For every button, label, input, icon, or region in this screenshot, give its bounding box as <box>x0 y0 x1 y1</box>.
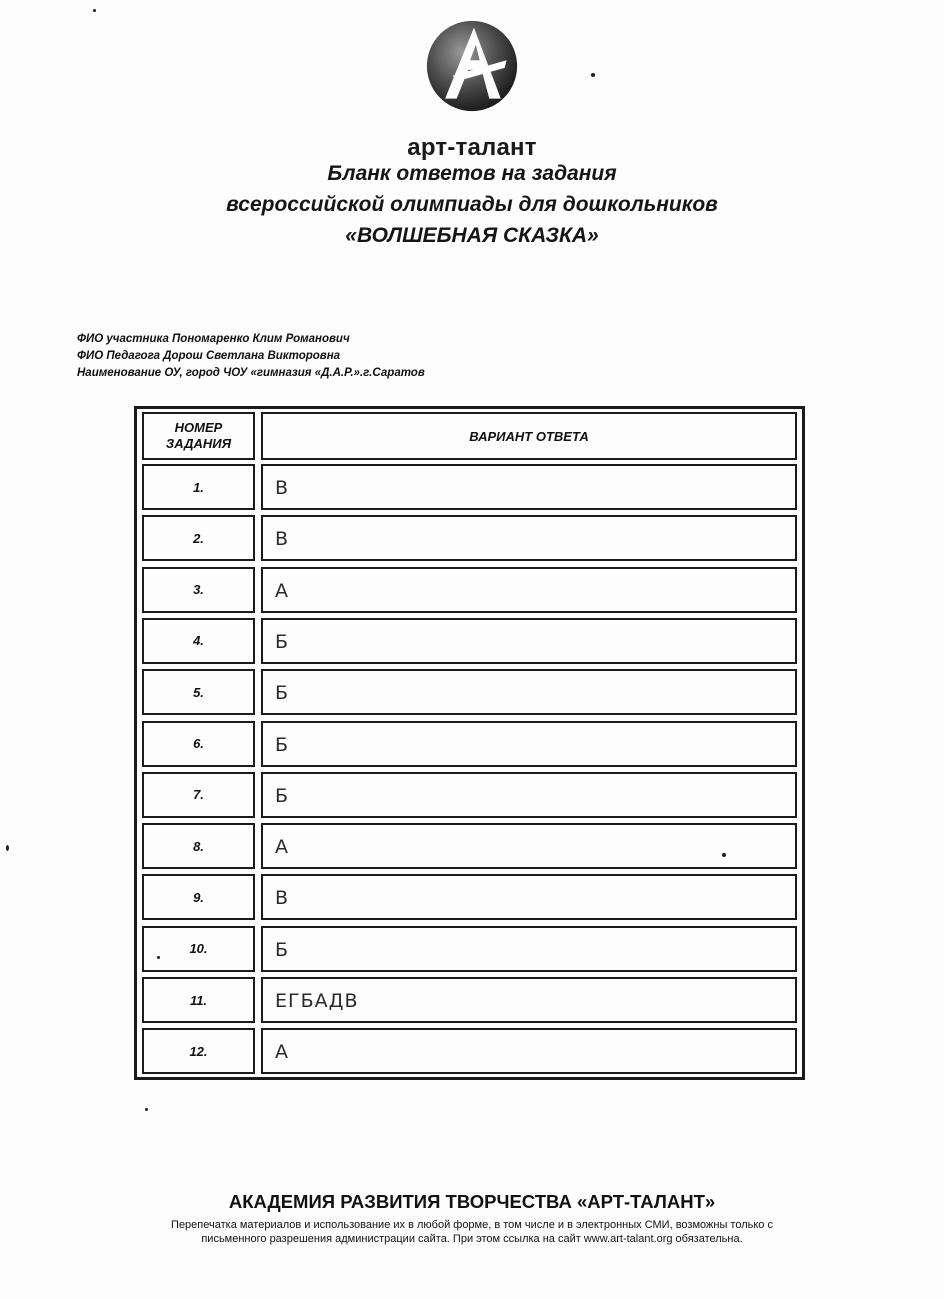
teacher-name: ФИО Педагога Дорош Светлана Викторовна <box>77 350 341 362</box>
table-row <box>142 772 797 818</box>
table-row <box>142 567 797 613</box>
answer-table <box>134 406 805 1080</box>
answer-cell <box>261 772 797 818</box>
table-row <box>142 618 797 664</box>
task-number-cell: 10. <box>142 926 255 972</box>
table-row <box>142 515 797 561</box>
task-number-cell: 4. <box>142 618 255 664</box>
handwritten-answer: А <box>275 1041 289 1064</box>
task-number-cell: 1. <box>142 464 255 510</box>
task-number-cell: 7. <box>142 772 255 818</box>
scan-speck <box>157 956 160 959</box>
handwritten-answer: ЕГБАДВ <box>275 990 359 1013</box>
answer-cell <box>261 669 797 715</box>
form-title-line2: всероссийской олимпиады для дошкольников <box>226 193 718 216</box>
task-number-cell: 11. <box>142 977 255 1023</box>
table-header-row <box>142 412 797 460</box>
handwritten-answer: А <box>275 579 289 602</box>
table-row <box>142 874 797 920</box>
handwritten-answer: Б <box>275 682 290 705</box>
answer-cell <box>261 618 797 664</box>
footer-line2: письменного разрешения администрации сайта. При этом ссылка на сайт www.art-talant.org обязательна. <box>201 1233 743 1245</box>
institution-name: Наименование ОУ, город ЧОУ «гимназия «Д.А.Р.».г.Саратов <box>77 367 425 379</box>
table-row <box>142 721 797 767</box>
task-number-cell: 12. <box>142 1028 255 1074</box>
task-number-cell: 2. <box>142 515 255 561</box>
handwritten-answer: В <box>275 528 290 551</box>
answer-cell <box>261 721 797 767</box>
task-number-cell: 9. <box>142 874 255 920</box>
table-row <box>142 977 797 1023</box>
handwritten-answer: В <box>275 477 290 500</box>
footer-copyright <box>90 1218 854 1246</box>
table-row <box>142 1028 797 1074</box>
handwritten-answer: В <box>275 887 290 910</box>
table-row <box>142 926 797 972</box>
answer-cell <box>261 926 797 972</box>
footer-line1: Перепечатка материалов и использование их в любой форме, в том числе и в электронных СМИ, возможны только с <box>171 1219 773 1231</box>
scan-speck <box>6 845 9 851</box>
form-title-line3 <box>0 224 944 248</box>
form-title-line1: Бланк ответов на задания <box>327 162 617 185</box>
scan-speck <box>93 9 96 12</box>
header-number-cell <box>142 412 255 460</box>
scan-speck <box>591 73 595 77</box>
answer-cell <box>261 823 797 869</box>
handwritten-answer: Б <box>275 630 290 653</box>
answer-cell <box>261 1028 797 1074</box>
task-number-cell: 8. <box>142 823 255 869</box>
brand-name: арт-талант <box>407 134 537 161</box>
table-row <box>142 464 797 510</box>
task-number-cell: 6. <box>142 721 255 767</box>
participant-name: ФИО участника Пономаренко Клим Романович <box>77 333 350 345</box>
handwritten-answer: Б <box>275 938 290 961</box>
task-number-cell: 3. <box>142 567 255 613</box>
task-number-cell: 5. <box>142 669 255 715</box>
answer-cell <box>261 515 797 561</box>
table-row <box>142 669 797 715</box>
table-row <box>142 823 797 869</box>
header-number-line1: НОМЕР <box>174 420 223 435</box>
footer-title: АКАДЕМИЯ РАЗВИТИЯ ТВОРЧЕСТВА «АРТ-ТАЛАНТ» <box>228 1191 716 1212</box>
answer-cell <box>261 464 797 510</box>
handwritten-answer: Б <box>275 784 290 807</box>
handwritten-answer: Б <box>275 733 290 756</box>
scan-speck <box>145 1108 148 1111</box>
answer-cell <box>261 874 797 920</box>
art-talant-logo <box>424 18 520 114</box>
answer-cell <box>261 977 797 1023</box>
scan-speck <box>722 853 726 857</box>
olympiad-name: «ВОЛШЕБНАЯ СКАЗКА» <box>345 224 599 247</box>
answer-cell <box>261 567 797 613</box>
header-answer-cell: ВАРИАНТ ОТВЕТА <box>261 412 797 460</box>
handwritten-answer: А <box>275 836 289 859</box>
header-number-line2: ЗАДАНИЯ <box>165 436 232 451</box>
